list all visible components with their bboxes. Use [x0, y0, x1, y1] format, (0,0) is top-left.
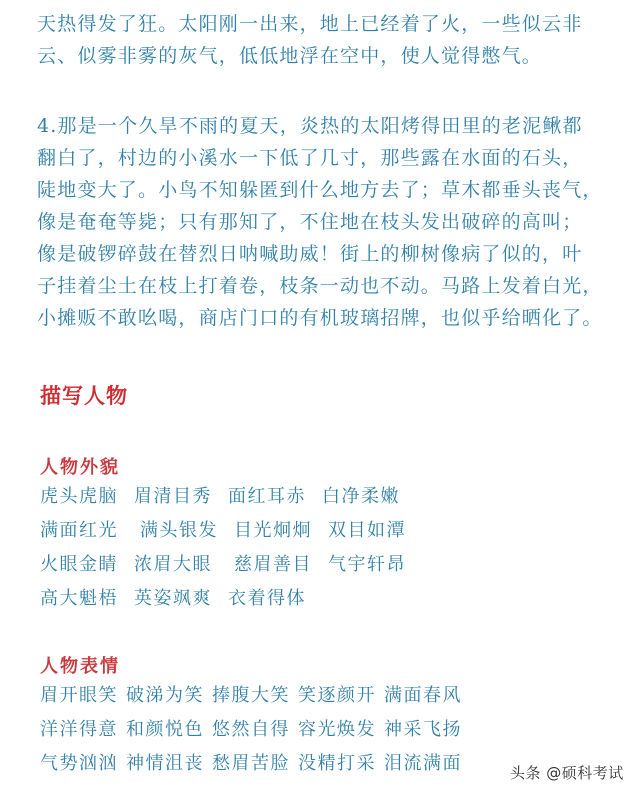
idiom: 破涕为笑 — [126, 685, 204, 706]
text-line: 小摊贩不敢吆喝，商店门口的有机玻璃招牌，也似乎给晒化了。 — [37, 307, 603, 329]
idiom: 白净柔嫩 — [322, 486, 400, 507]
text-line: 翻白了，村边的小溪水一下低了几寸，那些露在水面的石头， — [37, 147, 583, 169]
subheading-appearance: 人物外貌 — [40, 457, 120, 478]
text-line: 子挂着尘土在枝上打着卷，枝条一动也不动。马路上发着白光， — [37, 275, 603, 297]
idiom: 火眼金睛 — [40, 554, 118, 575]
subheading-expression: 人物表情 — [40, 656, 120, 677]
paragraph-4-drought-summer — [37, 110, 609, 334]
idiom: 浓眉大眼 — [134, 554, 212, 575]
text-line: 陡地变大了。小鸟不知躲匿到什么地方去了；草木都垂头丧气， — [37, 179, 603, 201]
idiom: 慈眉善目 — [234, 554, 312, 575]
word-row — [40, 679, 470, 713]
idiom: 笑逐颜开 — [298, 685, 376, 706]
word-row — [40, 514, 422, 548]
idiom: 捧腹大笑 — [212, 685, 290, 706]
idiom: 虎头虎脑 — [40, 486, 118, 507]
idiom: 目光炯炯 — [234, 520, 312, 541]
text-line: 像是奄奄等毙；只有那知了，不住地在枝头发出破碎的高叫； — [37, 211, 583, 233]
idiom: 英姿飒爽 — [134, 588, 212, 609]
idiom: 面红耳赤 — [228, 486, 306, 507]
word-row — [40, 747, 470, 781]
idiom: 气宇轩昂 — [328, 554, 406, 575]
watermark-toutiao: 头条 @硕科考试 — [510, 764, 624, 782]
idiom: 悠然自得 — [212, 719, 290, 740]
text-line: 天热得发了狂。太阳刚一出来，地上已经着了火，一些似云非 — [37, 13, 583, 35]
paragraph-heat-description — [37, 8, 609, 72]
idiom: 神情沮丧 — [126, 753, 204, 774]
idiom: 愁眉苦脸 — [212, 753, 290, 774]
text-line: 像是破锣碎鼓在替烈日呐喊助威！街上的柳树像病了似的，叶 — [37, 243, 583, 265]
idiom: 容光焕发 — [298, 719, 376, 740]
idiom: 眉开眼笑 — [40, 685, 118, 706]
appearance-word-grid — [40, 480, 422, 616]
idiom: 双目如潭 — [328, 520, 406, 541]
idiom: 和颜悦色 — [126, 719, 204, 740]
idiom: 眉清目秀 — [134, 486, 212, 507]
idiom: 神采飞扬 — [384, 719, 462, 740]
idiom: 泪流满面 — [384, 753, 462, 774]
word-row — [40, 548, 422, 582]
idiom: 高大魁梧 — [40, 588, 118, 609]
idiom: 气势汹汹 — [40, 753, 118, 774]
section-title-describe-characters: 描写人物 — [40, 384, 128, 408]
word-row — [40, 713, 470, 747]
idiom: 衣着得体 — [228, 588, 306, 609]
text-line: 4.那是一个久旱不雨的夏天，炎热的太阳烤得田里的老泥鳅都 — [37, 115, 583, 137]
text-line: 云、似雾非雾的灰气，低低地浮在空中，使人觉得憋气。 — [37, 45, 543, 67]
expression-word-grid — [40, 679, 470, 781]
idiom: 洋洋得意 — [40, 719, 118, 740]
idiom: 满面红光 — [40, 520, 118, 541]
word-row — [40, 480, 422, 514]
idiom: 满头银发 — [140, 520, 218, 541]
idiom: 没精打采 — [298, 753, 376, 774]
word-row — [40, 582, 422, 616]
idiom: 满面春风 — [384, 685, 462, 706]
